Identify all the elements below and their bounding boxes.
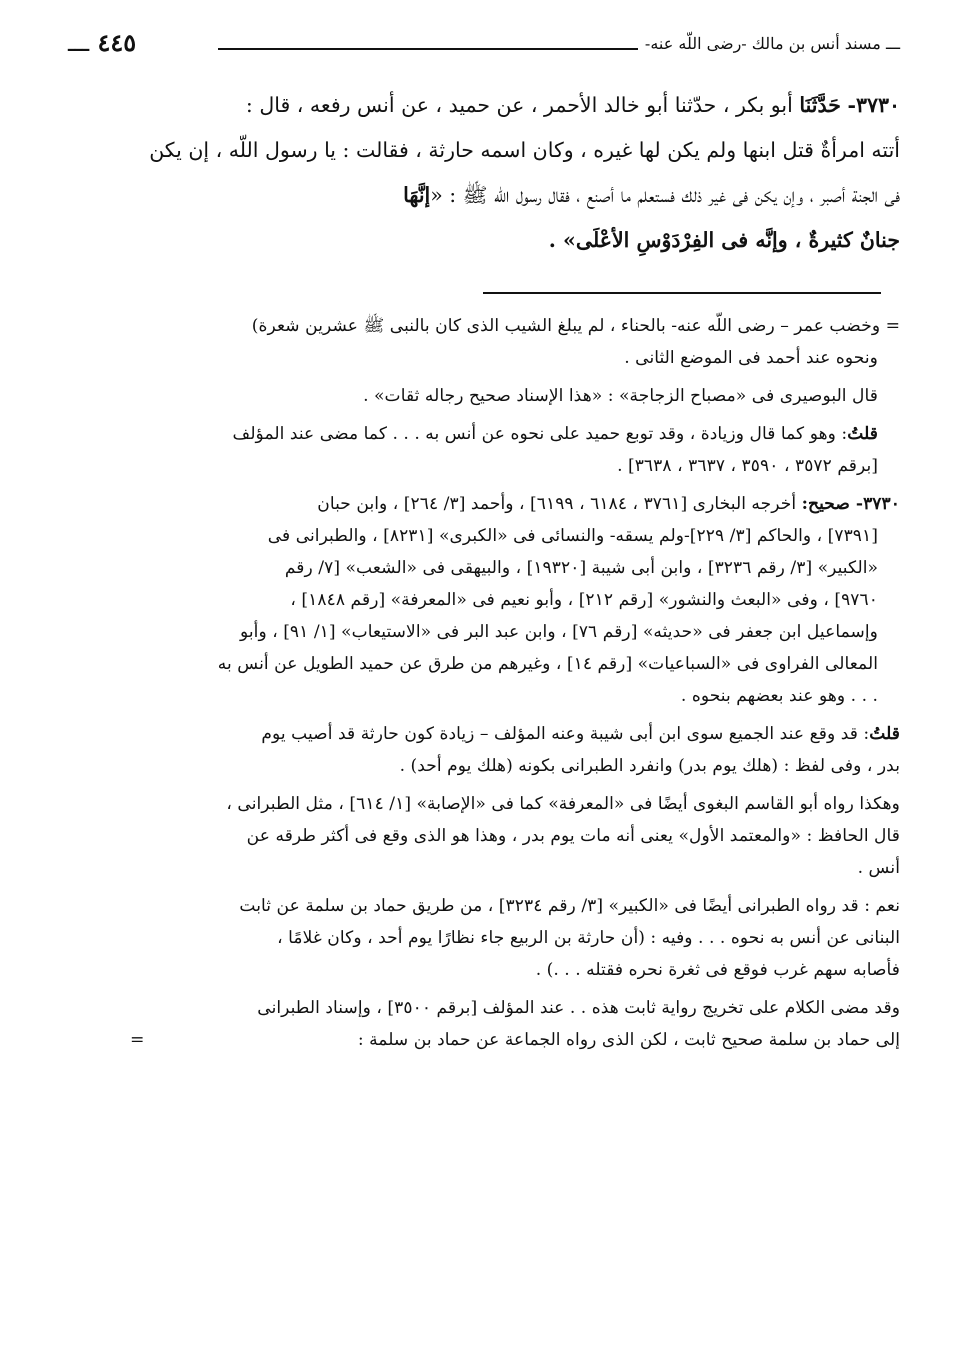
running-header xyxy=(68,28,900,64)
page-number xyxy=(68,28,136,57)
note-text: أخرجه البخارى [٣٧٦١ ، ٦١٨٤ ، ٦١٩٩] ، وأحمد [٣/ ٢٦٤] ، وابن حبان xyxy=(317,494,797,514)
note-paragraph-8 xyxy=(78,992,900,1056)
note-text: : قد وقع عند الجميع سوى ابن أبى شيبة وعنه المؤلف – زيادة كون حارثة قد أصيب يوم xyxy=(261,724,870,744)
note-line: المعالى الفراوى فى «السباعيات» [رقم ١٤] ، وغيرهم من طرق عن حميد الطويل عن أنس به xyxy=(217,654,878,674)
note-paragraph-7 xyxy=(78,890,900,986)
note-paragraph-1 xyxy=(78,310,900,374)
footnotes xyxy=(78,310,900,1062)
note-text: : وهو كما قال وزيادة ، وقد توبع حميد على نحوه عن أنس به . . . كما مضى عند المؤلف xyxy=(232,424,848,444)
hadith-line-3 xyxy=(75,173,900,218)
note-paragraph-6 xyxy=(78,788,900,884)
note-line xyxy=(78,488,900,520)
hadith-quote-start: إنَّهَا xyxy=(403,183,431,207)
note-line: فأصابه سهم غرب فوقع فى ثغرة نحره فقتله . . .) . xyxy=(535,960,900,980)
header-dash: ـــ xyxy=(68,29,90,57)
header-rule xyxy=(218,48,638,50)
note-line: «الكبير» [٣/ رقم ٣٢٣٦] ، وابن أبى شيبة [١٩٣٢٠] ، والبيهقى فى «الشعب» [٧/ رقم xyxy=(284,558,878,578)
note-line: البنانى عن أنس به نحوه . . . وفيه : (أن حارثة بن الربيع جاء نظارًا يوم أحد ، وكان غلامًا ، xyxy=(277,928,900,948)
note-line xyxy=(78,418,900,450)
note-paragraph-2 xyxy=(78,380,900,412)
note-line xyxy=(78,1024,900,1056)
note-paragraph-5 xyxy=(78,718,900,782)
hadith-text xyxy=(75,83,900,263)
note-line: . . . وهو عند بعضهم بنحوه . xyxy=(680,686,878,706)
takhrij-label: ٣٧٣٠- صحيح: xyxy=(801,494,900,514)
note-line: وقد مضى الكلام على تخريج رواية ثابت هذه . . عند المؤلف [برقم ٣٥٠٠] ، وإسناد الطبرانى xyxy=(257,998,900,1018)
hadith-line-1 xyxy=(75,83,900,128)
continuation-mark: = xyxy=(130,1030,145,1050)
hadith-line-text: أبو بكر ، حدّثنا أبو خالد الأحمر ، عن حميد ، عن أنس رفعه ، قال : xyxy=(245,93,793,117)
note-paragraph-4 xyxy=(78,488,900,712)
note-paragraph-3 xyxy=(78,418,900,482)
note-label: قلتُ xyxy=(847,424,878,444)
note-line: نعم : قد رواه الطبرانى أيضًا فى «الكبير» [٣/ رقم ٣٢٣٤] ، من طريق حماد بن سلمة عن ثابت xyxy=(239,896,900,916)
note-line: وإسماعيل ابن جعفر فى «حديثه» [رقم ٧٦] ، وابن عبد البر فى «الاستيعاب» [١/ ٩١] ، وأبو xyxy=(240,622,878,642)
note-label: قلتُ xyxy=(869,724,900,744)
hadith-number: ٣٧٣٠- xyxy=(847,93,900,117)
note-line: أنس . xyxy=(857,858,900,878)
footnote-divider xyxy=(483,292,881,294)
note-line: [٧٣٩١] ، والحاكم [٣/ ٢٢٩]-ولم يسقه- والنسائى فى «الكبرى» [٨٢٣١] ، والطبرانى فى xyxy=(267,526,878,546)
note-line: ٩٧٦٠] ، وفى «البعث والنشور» [رقم ٢١٢] ، وأبو نعيم فى «المعرفة» [رقم ١٨٤٨] ، xyxy=(290,590,878,610)
header-title: ـــ مسند أنس بن مالك -رضى اللّه عنه- xyxy=(637,34,900,53)
note-line: ونحوه عند أحمد فى الموضع الثانى . xyxy=(624,348,878,368)
note-line: قال البوصيرى فى «مصباح الزجاجة» : «هذا الإسناد صحيح رجاله ثقات» . xyxy=(363,386,878,406)
note-line: [برقم ٣٥٧٢ ، ٣٥٩٠ ، ٣٦٣٧ ، ٣٦٣٨] . xyxy=(617,456,878,476)
hadith-line-4: جنانٌ كثيرةٌ ، وإنَّه فى الفِرْدَوْسِ الأعْلَى» . xyxy=(548,228,900,252)
hadith-line-2: أتته امرأةٌ قتل ابنها ولم يكن لها غيره ، وكان اسمه حارثة ، فقالت : يا رسول اللّه ، إن يكن xyxy=(149,138,900,162)
note-line: وهكذا رواه أبو القاسم البغوى أيضًا فى «المعرفة» كما فى «الإصابة» [١/ ٦١٤] ، مثل الطبرانى ، xyxy=(226,794,900,814)
note-line xyxy=(78,718,900,750)
note-line: = وخضب عمر – رضى اللّه عنه- بالحناء ، لم يبلغ الشيب الذى كان بالنبى ﷺ عشرين شعرة) xyxy=(251,316,900,336)
hadith-line-text: فى الجنة أصبر ، وإن يكن فى غير ذلك فستعلم ما أصنع ، فقال رسول اللّه ﷺ : « xyxy=(430,183,900,207)
note-text: إلى حماد بن سلمة صحيح ثابت ، لكن الذى رواه الجماعة عن حماد بن سلمة : xyxy=(357,1030,900,1050)
note-line: بدر ، وفى لفظ : (هلك يوم بدر) وانفرد الطبرانى بكونه (هلك يوم أحد) . xyxy=(399,756,900,776)
hadith-opening: حَدَّثَنَا xyxy=(799,93,841,117)
page-number-value: ٤٤٥ xyxy=(97,28,137,57)
note-line: قال الحافظ : «والمعتمد الأول» يعنى أنه مات يوم بدر ، وهذا هو الذى وقع فى أكثر طرقه عن xyxy=(246,826,900,846)
